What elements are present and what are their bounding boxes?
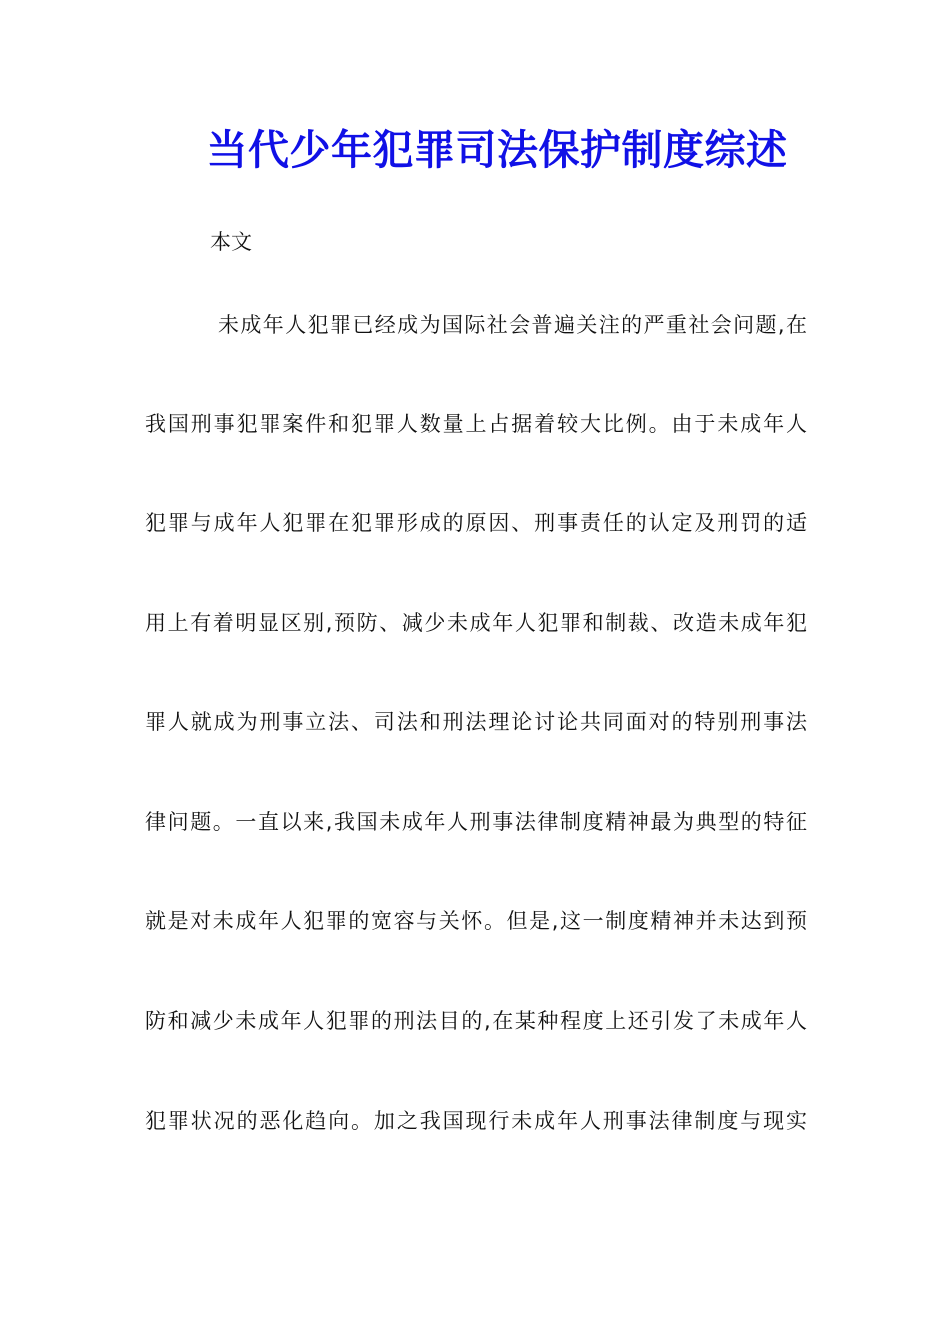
paragraph-line: 罪人就成为刑事立法、司法和刑法理论讨论共同面对的特别刑事法 — [145, 710, 807, 734]
paragraph-line: 就是对未成年人犯罪的宽容与关怀。但是,这一制度精神并未达到预 — [145, 909, 807, 933]
section-label: 本文 — [210, 230, 252, 254]
paragraph-line: 犯罪状况的恶化趋向。加之我国现行未成年人刑事法律制度与现实 — [145, 1109, 807, 1133]
paragraph-line: 防和减少未成年人犯罪的刑法目的,在某种程度上还引发了未成年人 — [145, 1009, 807, 1033]
paragraph-line: 我国刑事犯罪案件和犯罪人数量上占据着较大比例。由于未成年人 — [145, 412, 807, 436]
paragraph-line: 犯罪与成年人犯罪在犯罪形成的原因、刑事责任的认定及刑罚的适 — [145, 511, 807, 535]
paragraph-line: 用上有着明显区别,预防、减少未成年人犯罪和制裁、改造未成年犯 — [145, 611, 807, 635]
paragraph-line: 未成年人犯罪已经成为国际社会普遍关注的严重社会问题,在 — [218, 313, 807, 337]
document-title: 当代少年犯罪司法保护制度综述 — [206, 126, 788, 174]
paragraph-line: 律问题。一直以来,我国未成年人刑事法律制度精神最为典型的特征 — [145, 810, 807, 834]
